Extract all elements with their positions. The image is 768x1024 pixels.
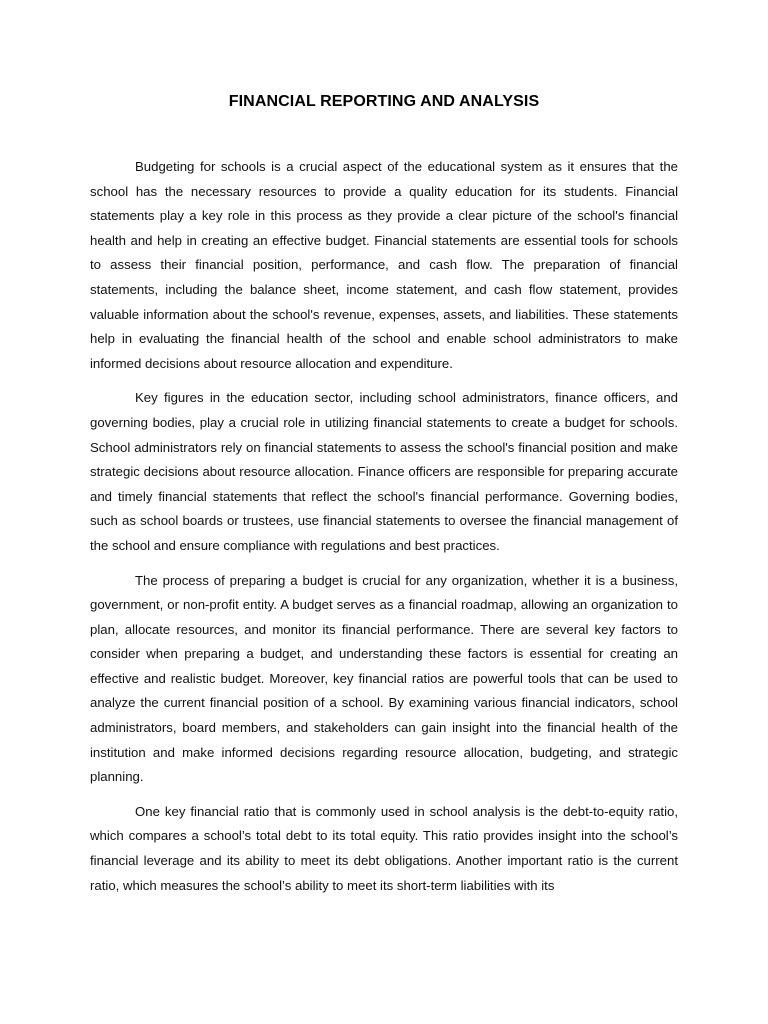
document-body: [90, 155, 678, 908]
paragraph-4: One key financial ratio that is commonly used in school analysis is the debt-to-equity ratio, which compares a school’s total debt to its total equity. This ratio provides insight into the school’s financial leverage and its ability to meet its debt obligations. Another important ratio is the current ratio, which measures the school’s ability to meet its short-term liabilities with its: [90, 803, 678, 893]
paragraph-3: The process of preparing a budget is crucial for any organization, whether it is a business, government, or non-profit entity. A budget serves as a financial roadmap, allowing an organization to plan, allocate resources, and monitor its financial performance. There are several key factors to consider when preparing a budget, and understanding these factors is essential for creating an effective and realistic budget. Moreover, key financial ratios are powerful tools that can be used to analyze the current financial position of a school. By examining various financial indicators, school administrators, board members, and stakeholders can gain insight into the financial health of the institution and make informed decisions regarding resource allocation, budgeting, and strategic planning.: [90, 572, 678, 785]
document-title: FINANCIAL REPORTING AND ANALYSIS: [228, 93, 540, 110]
paragraph-2: Key figures in the education sector, including school administrators, finance officers, and governing bodies, play a crucial role in utilizing financial statements to create a budget for schools. School administrators rely on financial statements to assess the school's financial position and make strategic decisions about resource allocation. Finance officers are responsible for preparing accurate and timely financial statements that reflect the school's financial performance. Governing bodies, such as school boards or trustees, use financial statements to oversee the financial management of the school and ensure compliance with regulations and best practices.: [90, 390, 678, 553]
paragraph-1: Budgeting for schools is a crucial aspect of the educational system as it ensures that the school has the necessary resources to provide a quality education for its students. Financial statements play a key role in this process as they provide a clear picture of the school's financial health and help in creating an effective budget. Financial statements are essential tools for schools to assess their financial position, performance, and cash flow. The preparation of financial statements, including the balance sheet, income statement, and cash flow statement, provides valuable information about the school's revenue, expenses, assets, and liabilities. These statements help in evaluating the financial health of the school and enable school administrators to make informed decisions about resource allocation and expenditure.: [90, 159, 678, 371]
